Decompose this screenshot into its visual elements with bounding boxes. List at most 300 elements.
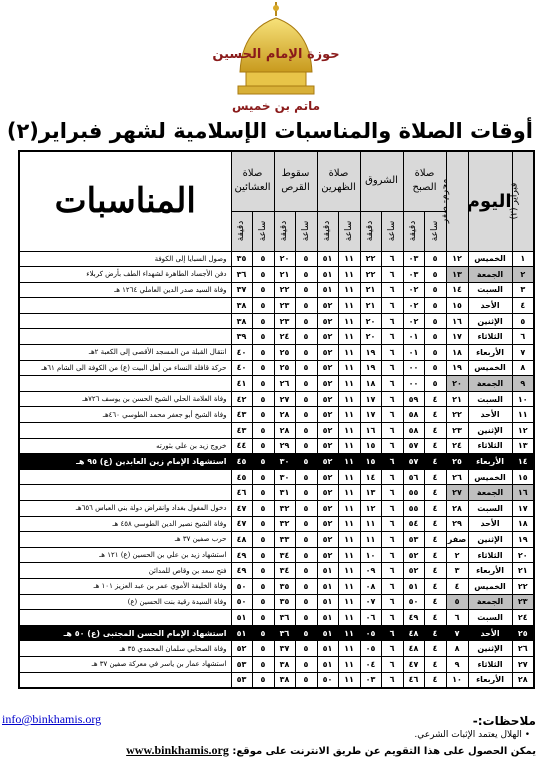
- fajr-hour-cell: ٤: [424, 656, 446, 672]
- table-row: [19, 610, 534, 626]
- table-row: [19, 454, 534, 470]
- dhuhr-hour-cell: ١١: [338, 610, 360, 626]
- sunrise-hour-cell: ٦: [381, 345, 403, 361]
- hijri-day-cell: ٢٩: [446, 516, 468, 532]
- isha-minute-cell: ٤٥: [231, 454, 252, 470]
- dhuhr-minute-cell: ٥١: [317, 641, 338, 657]
- hijri-day-cell: ١٥: [446, 298, 468, 314]
- month-header: فبراير (٢): [512, 151, 534, 251]
- day-header: اليوم: [468, 151, 512, 251]
- fajr-minute-cell: ٥٢: [403, 547, 424, 563]
- fajr-hour-cell: ٥: [424, 329, 446, 345]
- isha-minute-cell: ٥٠: [231, 594, 252, 610]
- isha-hour-cell: ٥: [252, 516, 274, 532]
- sunrise-hour-cell: ٦: [381, 360, 403, 376]
- dhuhr-hour-cell: ١١: [338, 454, 360, 470]
- event-cell: [19, 423, 231, 439]
- dhuhr-minute-cell: ٥٢: [317, 345, 338, 361]
- dhuhr-minute-cell: ٥٢: [317, 329, 338, 345]
- fajr-hour-cell: ٤: [424, 563, 446, 579]
- weekday-cell: الأربعاء: [468, 345, 512, 361]
- gregorian-day-cell: ٢٢: [512, 578, 534, 594]
- sunrise-minute-cell: ٢٢: [360, 267, 381, 283]
- hour-subheader: ساعة: [381, 211, 403, 251]
- fajr-minute-cell: ٥٦: [403, 469, 424, 485]
- sunrise-hour-cell: ٦: [381, 485, 403, 501]
- sunrise-hour-cell: ٦: [381, 407, 403, 423]
- weekday-cell: السبت: [468, 391, 512, 407]
- sunset-hour-cell: ٥: [295, 423, 317, 439]
- table-row: [19, 501, 534, 517]
- dhuhr-minute-cell: ٥١: [317, 563, 338, 579]
- sunset-minute-cell: ٢١: [274, 267, 295, 283]
- sunrise-minute-cell: ٢٠: [360, 329, 381, 345]
- dhuhr-minute-cell: ٥٢: [317, 313, 338, 329]
- isha-minute-cell: ٤٦: [231, 485, 252, 501]
- event-cell: استشهاد زيد بن علي بن الحسين (ع) ١٢١ هـ: [19, 547, 231, 563]
- weekday-cell: الثلاثاء: [468, 547, 512, 563]
- isha-minute-cell: ٣٧: [231, 282, 252, 298]
- minute-subheader: دقيقة: [231, 211, 252, 251]
- sunset-minute-cell: ٣٢: [274, 501, 295, 517]
- hijri-day-cell: ٣: [446, 563, 468, 579]
- dhuhr-hour-cell: ١١: [338, 282, 360, 298]
- dhuhr-minute-cell: ٥١: [317, 251, 338, 267]
- fajr-minute-cell: ٥١: [403, 578, 424, 594]
- svg-text:حوزة الإمام الحسين: حوزة الإمام الحسين: [212, 47, 340, 62]
- fajr-hour-cell: ٤: [424, 454, 446, 470]
- contact-email[interactable]: info@binkhamis.org: [2, 712, 102, 726]
- isha-hour-cell: ٥: [252, 641, 274, 657]
- hijri-day-cell: ٢٢: [446, 407, 468, 423]
- isha-hour-cell: ٥: [252, 313, 274, 329]
- isha-minute-cell: ٤٢: [231, 391, 252, 407]
- isha-hour-cell: ٥: [252, 485, 274, 501]
- weekday-cell: الأربعاء: [468, 563, 512, 579]
- table-row: [19, 469, 534, 485]
- isha-minute-cell: ٣٨: [231, 313, 252, 329]
- weekday-cell: الأربعاء: [468, 454, 512, 470]
- sunset-hour-cell: ٥: [295, 485, 317, 501]
- gregorian-day-cell: ٢٠: [512, 547, 534, 563]
- isha-minute-cell: ٥٢: [231, 641, 252, 657]
- hijri-day-cell: ٩: [446, 656, 468, 672]
- isha-hour-cell: ٥: [252, 391, 274, 407]
- sunset-hour-cell: ٥: [295, 251, 317, 267]
- weekday-cell: الجمعة: [468, 485, 512, 501]
- sunrise-hour-cell: ٦: [381, 672, 403, 688]
- sunrise-hour-cell: ٦: [381, 469, 403, 485]
- dhuhr-minute-cell: ٥٢: [317, 485, 338, 501]
- dhuhr-hour-cell: ١١: [338, 329, 360, 345]
- sunset-hour-cell: ٥: [295, 329, 317, 345]
- fajr-minute-cell: ٠٠: [403, 360, 424, 376]
- sunrise-minute-cell: ٢٠: [360, 313, 381, 329]
- sunset-hour-cell: ٥: [295, 345, 317, 361]
- event-cell: وفاة الشيخ نصير الدين الطوسي ٤٥٨ هـ: [19, 516, 231, 532]
- fajr-minute-cell: ٠٣: [403, 251, 424, 267]
- gregorian-day-cell: ٣: [512, 282, 534, 298]
- dhuhr-hour-cell: ١١: [338, 267, 360, 283]
- note-website: يمكن الحصول على هذا التقويم عن طريق الانترنت على موقع: www.binkhamis.org: [126, 743, 536, 757]
- dhuhr-hour-cell: ١١: [338, 563, 360, 579]
- sunset-hour-cell: ٥: [295, 454, 317, 470]
- sunset-minute-cell: ٢٨: [274, 407, 295, 423]
- isha-hour-cell: ٥: [252, 578, 274, 594]
- isha-hour-cell: ٥: [252, 563, 274, 579]
- event-cell: [19, 485, 231, 501]
- gregorian-day-cell: ٢١: [512, 563, 534, 579]
- event-cell: وفاة الخليفة الأموي عمر بن عبد العزيز ١٠١ هـ: [19, 578, 231, 594]
- dhuhr-hour-cell: ١١: [338, 547, 360, 563]
- isha-hour-cell: ٥: [252, 329, 274, 345]
- event-cell: وفاة السيد صدر الدين العاملي ١٢٦٤ هـ: [19, 282, 231, 298]
- sunset-minute-cell: ٢٩: [274, 438, 295, 454]
- event-cell: انتقال القبلة من المسجد الأقصى إلى الكعبة ٢هـ: [19, 345, 231, 361]
- sunrise-hour-cell: ٦: [381, 547, 403, 563]
- hour-subheader: ساعة: [252, 211, 274, 251]
- sunset-hour-cell: ٥: [295, 594, 317, 610]
- sunset-hour-cell: ٥: [295, 656, 317, 672]
- isha-hour-cell: ٥: [252, 547, 274, 563]
- dhuhr-minute-cell: ٥٢: [317, 423, 338, 439]
- sunrise-minute-cell: ١٠: [360, 547, 381, 563]
- gregorian-day-cell: ٢٤: [512, 610, 534, 626]
- hijri-day-cell: ٢٥: [446, 454, 468, 470]
- isha-minute-cell: ٤٩: [231, 563, 252, 579]
- hijri-day-cell: صفر: [446, 532, 468, 548]
- dhuhr-minute-cell: ٥٢: [317, 469, 338, 485]
- fajr-hour-cell: ٤: [424, 501, 446, 517]
- notes-heading: ملاحظات:-: [472, 714, 536, 728]
- dhuhr-hour-cell: ١١: [338, 391, 360, 407]
- isha-hour-cell: ٥: [252, 438, 274, 454]
- weekday-cell: الإثنين: [468, 532, 512, 548]
- hijri-day-cell: ١٩: [446, 360, 468, 376]
- dhuhr-hour-cell: ١١: [338, 641, 360, 657]
- weekday-cell: الخميس: [468, 469, 512, 485]
- sunrise-header: الشروق: [360, 151, 403, 211]
- isha-minute-cell: ٣٩: [231, 329, 252, 345]
- weekday-cell: الثلاثاء: [468, 329, 512, 345]
- sunrise-hour-cell: ٦: [381, 438, 403, 454]
- gregorian-day-cell: ١٧: [512, 501, 534, 517]
- dhuhr-header: صلاة الظهرين: [317, 151, 360, 211]
- hijri-day-cell: ٦: [446, 610, 468, 626]
- fajr-minute-cell: ٥٥: [403, 501, 424, 517]
- hijri-day-cell: ٢٦: [446, 469, 468, 485]
- fajr-hour-cell: ٥: [424, 251, 446, 267]
- isha-minute-cell: ٣٥: [231, 251, 252, 267]
- fajr-minute-cell: ٥٧: [403, 454, 424, 470]
- isha-minute-cell: ٤٣: [231, 407, 252, 423]
- hijri-day-cell: ١٦: [446, 313, 468, 329]
- sunset-hour-cell: ٥: [295, 360, 317, 376]
- gregorian-day-cell: ١٩: [512, 532, 534, 548]
- isha-hour-cell: ٥: [252, 656, 274, 672]
- dhuhr-hour-cell: ١١: [338, 423, 360, 439]
- gregorian-day-cell: ٧: [512, 345, 534, 361]
- gregorian-day-cell: ١٦: [512, 485, 534, 501]
- sunrise-minute-cell: ٠٤: [360, 656, 381, 672]
- sunset-minute-cell: ٣٠: [274, 454, 295, 470]
- website-link[interactable]: www.binkhamis.org: [126, 743, 229, 757]
- sunrise-hour-cell: ٦: [381, 313, 403, 329]
- gregorian-day-cell: ١٨: [512, 516, 534, 532]
- gregorian-day-cell: ٢٧: [512, 656, 534, 672]
- gregorian-day-cell: ٢٨: [512, 672, 534, 688]
- isha-hour-cell: ٥: [252, 298, 274, 314]
- sunset-hour-cell: ٥: [295, 267, 317, 283]
- dhuhr-hour-cell: ١١: [338, 376, 360, 392]
- event-cell: [19, 376, 231, 392]
- event-cell: خروج زيد بن علي بثورته: [19, 438, 231, 454]
- sunset-minute-cell: ٣٨: [274, 656, 295, 672]
- sunrise-minute-cell: ٠٥: [360, 641, 381, 657]
- hijri-day-cell: ٢٣: [446, 423, 468, 439]
- hijri-day-cell: ٢: [446, 547, 468, 563]
- dhuhr-minute-cell: ٥٢: [317, 298, 338, 314]
- sunrise-minute-cell: ٢١: [360, 282, 381, 298]
- dhuhr-minute-cell: ٥٢: [317, 407, 338, 423]
- isha-minute-cell: ٤٩: [231, 547, 252, 563]
- hijri-day-cell: ٢١: [446, 391, 468, 407]
- weekday-cell: الأربعاء: [468, 672, 512, 688]
- isha-hour-cell: ٥: [252, 267, 274, 283]
- weekday-cell: السبت: [468, 610, 512, 626]
- table-row: [19, 485, 534, 501]
- event-cell: [19, 672, 231, 688]
- dhuhr-hour-cell: ١١: [338, 501, 360, 517]
- isha-hour-cell: ٥: [252, 423, 274, 439]
- table-row: [19, 376, 534, 392]
- fajr-minute-cell: ٠٠: [403, 376, 424, 392]
- isha-minute-cell: ٥١: [231, 610, 252, 626]
- sunset-hour-cell: ٥: [295, 469, 317, 485]
- sunset-minute-cell: ٣٧: [274, 641, 295, 657]
- event-cell: [19, 329, 231, 345]
- isha-minute-cell: ٤٠: [231, 345, 252, 361]
- hijri-day-cell: ١٣: [446, 267, 468, 283]
- dhuhr-minute-cell: ٥١: [317, 578, 338, 594]
- fajr-hour-cell: ٤: [424, 469, 446, 485]
- sunrise-hour-cell: ٦: [381, 391, 403, 407]
- hijri-header: محرم- صفر: [446, 151, 468, 251]
- fajr-hour-cell: ٤: [424, 547, 446, 563]
- table-body: [19, 251, 534, 688]
- isha-hour-cell: ٥: [252, 672, 274, 688]
- fajr-hour-cell: ٥: [424, 345, 446, 361]
- hijri-day-cell: ١٨: [446, 345, 468, 361]
- gregorian-day-cell: ١٣: [512, 438, 534, 454]
- fajr-minute-cell: ٤٨: [403, 625, 424, 641]
- event-cell: فتح سعد بن وقاص للمدائن: [19, 563, 231, 579]
- dhuhr-hour-cell: ١١: [338, 407, 360, 423]
- event-cell: استشهاد الإمام زين العابدين (ع) ٩٥ هـ: [19, 454, 231, 470]
- isha-hour-cell: ٥: [252, 407, 274, 423]
- isha-hour-cell: ٥: [252, 360, 274, 376]
- sunrise-minute-cell: ١٥: [360, 438, 381, 454]
- fajr-minute-cell: ٥٥: [403, 485, 424, 501]
- table-row: [19, 656, 534, 672]
- isha-hour-cell: ٥: [252, 594, 274, 610]
- sunrise-minute-cell: ١٦: [360, 423, 381, 439]
- sunrise-hour-cell: ٦: [381, 516, 403, 532]
- sunrise-minute-cell: ٢١: [360, 298, 381, 314]
- sunset-hour-cell: ٥: [295, 672, 317, 688]
- fajr-hour-cell: ٤: [424, 423, 446, 439]
- mosque-dome-logo: [212, 2, 340, 118]
- table-row: [19, 423, 534, 439]
- fajr-header: صلاة الصبح: [403, 151, 446, 211]
- sunset-hour-cell: ٥: [295, 313, 317, 329]
- fajr-hour-cell: ٥: [424, 313, 446, 329]
- dhuhr-minute-cell: ٥٢: [317, 391, 338, 407]
- fajr-hour-cell: ٤: [424, 625, 446, 641]
- isha-minute-cell: ٥١: [231, 625, 252, 641]
- fajr-minute-cell: ٥٣: [403, 532, 424, 548]
- weekday-cell: الجمعة: [468, 376, 512, 392]
- fajr-minute-cell: ٤٩: [403, 610, 424, 626]
- sunrise-minute-cell: ١٩: [360, 360, 381, 376]
- hijri-day-cell: ٨: [446, 641, 468, 657]
- weekday-cell: السبت: [468, 501, 512, 517]
- fajr-hour-cell: ٥: [424, 298, 446, 314]
- fajr-minute-cell: ٤٦: [403, 672, 424, 688]
- dhuhr-minute-cell: ٥١: [317, 594, 338, 610]
- sunrise-minute-cell: ١٧: [360, 391, 381, 407]
- sunrise-minute-cell: ١٨: [360, 376, 381, 392]
- sunrise-minute-cell: ٠٩: [360, 563, 381, 579]
- isha-minute-cell: ٥٣: [231, 672, 252, 688]
- isha-minute-cell: ٤٤: [231, 438, 252, 454]
- fajr-minute-cell: ٤٧: [403, 656, 424, 672]
- dhuhr-hour-cell: ١١: [338, 469, 360, 485]
- sunset-minute-cell: ٢٢: [274, 282, 295, 298]
- table-row: [19, 329, 534, 345]
- table-row: [19, 594, 534, 610]
- dhuhr-minute-cell: ٥١: [317, 656, 338, 672]
- sunrise-hour-cell: ٦: [381, 376, 403, 392]
- isha-minute-cell: ٤٥: [231, 469, 252, 485]
- fajr-minute-cell: ٠٢: [403, 313, 424, 329]
- prayer-times-table: [18, 150, 533, 780]
- gregorian-day-cell: ١٤: [512, 454, 534, 470]
- sunset-hour-cell: ٥: [295, 563, 317, 579]
- dhuhr-minute-cell: ٥١: [317, 610, 338, 626]
- sunset-minute-cell: ٢٥: [274, 360, 295, 376]
- isha-minute-cell: ٣٨: [231, 298, 252, 314]
- weekday-cell: الخميس: [468, 360, 512, 376]
- table-row: [19, 313, 534, 329]
- sunset-minute-cell: ٣٢: [274, 516, 295, 532]
- event-cell: حركة قافلة النساء من أهل البيت (ع) من الكوفة الى الشام ٦١هـ: [19, 360, 231, 376]
- fajr-minute-cell: ٥٩: [403, 391, 424, 407]
- sunrise-hour-cell: ٦: [381, 251, 403, 267]
- fajr-hour-cell: ٥: [424, 376, 446, 392]
- sunset-minute-cell: ٣٠: [274, 469, 295, 485]
- sunrise-minute-cell: ٠٣: [360, 672, 381, 688]
- table-row: [19, 267, 534, 283]
- hijri-day-cell: ١٧: [446, 329, 468, 345]
- sunset-hour-cell: ٥: [295, 625, 317, 641]
- gregorian-day-cell: ٤: [512, 298, 534, 314]
- hijri-day-cell: ٤: [446, 578, 468, 594]
- isha-minute-cell: ٤٧: [231, 501, 252, 517]
- event-cell: [19, 313, 231, 329]
- sunset-minute-cell: ٣٥: [274, 594, 295, 610]
- fajr-hour-cell: ٤: [424, 391, 446, 407]
- fajr-minute-cell: ٠٣: [403, 267, 424, 283]
- dhuhr-hour-cell: ١١: [338, 516, 360, 532]
- event-cell: دخول المغول بغداد وانقراض دولة بني العباس ٦٥٦هـ: [19, 501, 231, 517]
- sunset-minute-cell: ٣٤: [274, 547, 295, 563]
- fajr-minute-cell: ٥٨: [403, 407, 424, 423]
- sunset-hour-cell: ٥: [295, 610, 317, 626]
- sunset-minute-cell: ٣٨: [274, 672, 295, 688]
- event-cell: [19, 298, 231, 314]
- sunrise-hour-cell: ٦: [381, 656, 403, 672]
- weekday-cell: الإثنين: [468, 423, 512, 439]
- table-row: [19, 360, 534, 376]
- dhuhr-hour-cell: ١١: [338, 578, 360, 594]
- dhuhr-hour-cell: ١١: [338, 251, 360, 267]
- weekday-cell: الخميس: [468, 251, 512, 267]
- mosque-dome-icon: [212, 2, 340, 118]
- dhuhr-hour-cell: ١١: [338, 656, 360, 672]
- table-row: [19, 578, 534, 594]
- hijri-day-cell: ١٤: [446, 282, 468, 298]
- sunrise-minute-cell: ١٥: [360, 454, 381, 470]
- table-row: [19, 298, 534, 314]
- sunset-minute-cell: ٢٨: [274, 423, 295, 439]
- sunset-hour-cell: ٥: [295, 282, 317, 298]
- hijri-day-cell: ٢٨: [446, 501, 468, 517]
- table-row: [19, 407, 534, 423]
- table-row: [19, 672, 534, 688]
- dhuhr-hour-cell: ١١: [338, 594, 360, 610]
- sunset-minute-cell: ٣٤: [274, 563, 295, 579]
- sunset-minute-cell: ٣٥: [274, 578, 295, 594]
- isha-header: صلاة العشائين: [231, 151, 274, 211]
- table-row: [19, 563, 534, 579]
- sunset-hour-cell: ٥: [295, 516, 317, 532]
- fajr-minute-cell: ٥٧: [403, 438, 424, 454]
- hour-subheader: ساعة: [295, 211, 317, 251]
- sunset-minute-cell: ٣٣: [274, 532, 295, 548]
- sunrise-minute-cell: ٠٦: [360, 610, 381, 626]
- fajr-hour-cell: ٥: [424, 360, 446, 376]
- fajr-hour-cell: ٤: [424, 438, 446, 454]
- sunrise-hour-cell: ٦: [381, 563, 403, 579]
- isha-minute-cell: ٤٠: [231, 360, 252, 376]
- sunset-minute-cell: ٢٣: [274, 313, 295, 329]
- fajr-hour-cell: ٤: [424, 672, 446, 688]
- sunset-hour-cell: ٥: [295, 501, 317, 517]
- page-title: أوقات الصلاة والمناسبات الإسلامية لشهر فبراير(٢): [6, 119, 533, 143]
- sunrise-hour-cell: ٦: [381, 329, 403, 345]
- sunset-hour-cell: ٥: [295, 438, 317, 454]
- fajr-hour-cell: ٤: [424, 641, 446, 657]
- table-row: [19, 641, 534, 657]
- weekday-cell: الثلاثاء: [468, 438, 512, 454]
- sunrise-hour-cell: ٦: [381, 610, 403, 626]
- sunset-minute-cell: ٣٦: [274, 610, 295, 626]
- gregorian-day-cell: ٢٥: [512, 625, 534, 641]
- table-row: [19, 532, 534, 548]
- isha-hour-cell: ٥: [252, 345, 274, 361]
- sunset-minute-cell: ٣٦: [274, 625, 295, 641]
